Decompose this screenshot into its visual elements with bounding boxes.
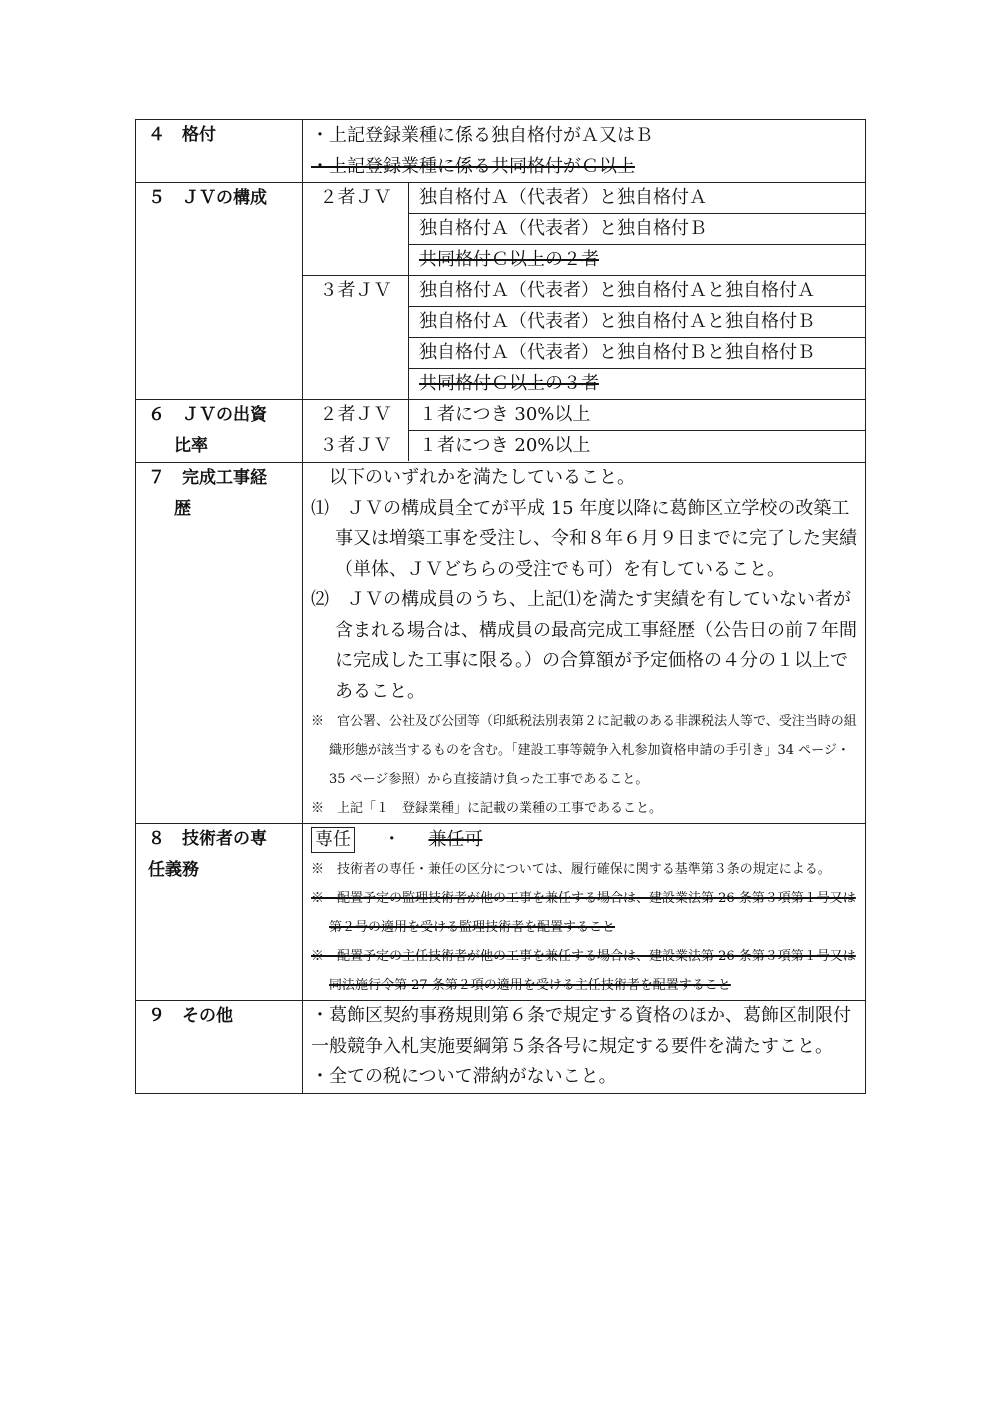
jv-option-struck: 共同格付Ｃ以上の３者 bbox=[419, 373, 599, 394]
qualification-table bbox=[135, 119, 866, 1094]
jv-composition-table bbox=[303, 183, 865, 399]
history-note-2: ※ 上記「１ 登録業種」に記載の業種の工事であること。 bbox=[311, 801, 663, 816]
label-text: 歴 bbox=[174, 499, 191, 519]
row-jv-investment bbox=[136, 400, 866, 463]
row-other bbox=[136, 1001, 866, 1094]
label-text: ６ ＪＶの出資 bbox=[148, 405, 267, 425]
other-line-1: ・葛飾区契約事務規則第６条で規定する資格のほか、葛飾区制限付一般競争入札実施要綱第５条各号に規定する要件を満たすこと。 bbox=[311, 1005, 851, 1057]
rating-line-struck: ・上記登録業種に係る共同格付がＣ以上 bbox=[311, 156, 635, 177]
jv-type: ２者ＪＶ bbox=[303, 183, 409, 276]
row-content bbox=[303, 120, 866, 183]
history-intro: 以下のいずれかを満たしていること。 bbox=[329, 467, 635, 488]
row-content bbox=[303, 1001, 866, 1094]
row-label bbox=[136, 824, 303, 1001]
jv-option: 独自格付Ａ（代表者）と独自格付Ｂと独自格付Ｂ bbox=[409, 338, 866, 369]
row-label bbox=[136, 463, 303, 824]
row-content bbox=[303, 183, 866, 400]
row-label bbox=[136, 400, 303, 463]
label-text: ８ 技術者の専 bbox=[148, 829, 267, 849]
rating-line: ・上記登録業種に係る独自格付がＡ又はＢ bbox=[311, 125, 653, 146]
row-engineer-duty bbox=[136, 824, 866, 1001]
label-text: 任義務 bbox=[148, 860, 199, 880]
history-item-2: ⑵ ＪＶの構成員のうち、上記⑴を満たす実績を有していない者が含まれる場合は、構成員の最高完成工事経歴（公告日の前７年間に完成した工事に限る。）の合算額が予定価格の４分の１以上であること。 bbox=[311, 589, 857, 702]
label-text: ５ ＪＶの構成 bbox=[148, 188, 267, 208]
other-line-2: ・全ての税について滞納がないこと。 bbox=[311, 1066, 617, 1087]
row-content bbox=[303, 824, 866, 1001]
history-item-1: ⑴ ＪＶの構成員全てが平成 15 年度以降に葛飾区立学校の改築工事又は増築工事を受注し、令和８年６月９日までに完了した実績（単体、ＪＶどちらの受注でも可）を有していること。 bbox=[311, 497, 857, 580]
jv-type: ２者ＪＶ bbox=[303, 400, 409, 431]
dedicated-option-selected: 専任 bbox=[311, 827, 355, 853]
jv-option: 独自格付Ａ（代表者）と独自格付Ａ bbox=[409, 183, 866, 214]
jv-investment-table bbox=[303, 400, 865, 461]
row-label bbox=[136, 1001, 303, 1094]
jv-option-struck: 共同格付Ｃ以上の２者 bbox=[409, 245, 866, 276]
jv-option: 独自格付Ａ（代表者）と独自格付Ａと独自格付Ｂ bbox=[409, 307, 866, 338]
concurrent-option-struck: 兼任可 bbox=[428, 829, 483, 850]
jv-option: 独自格付Ａ（代表者）と独自格付Ａと独自格付Ａ bbox=[409, 276, 866, 307]
row-label bbox=[136, 120, 303, 183]
row-construction-history bbox=[136, 463, 866, 824]
jv-type: ３者ＪＶ bbox=[303, 431, 409, 462]
row-rating bbox=[136, 120, 866, 183]
label-text: ９ その他 bbox=[148, 1006, 233, 1026]
duty-options bbox=[311, 824, 859, 855]
row-content bbox=[303, 463, 866, 824]
jv-option: 独自格付Ａ（代表者）と独自格付Ｂ bbox=[409, 214, 866, 245]
option-separator: ・ bbox=[382, 829, 401, 850]
history-note-1: ※ 官公署、公社及び公団等（印紙税法別表第２に記載のある非課税法人等で、受注当時の組織形態が該当するものを含む。「建設工事等競争入札参加資格申請の手引き」34 ページ・35 ページ参照）から直接請け負った工事であること。 bbox=[311, 714, 857, 787]
label-text: 比率 bbox=[174, 436, 208, 456]
row-jv-composition bbox=[136, 183, 866, 400]
investment-ratio: １者につき 20%以上 bbox=[419, 435, 591, 456]
row-label bbox=[136, 183, 303, 400]
duty-note-2-struck: ※ 配置予定の監理技術者が他の工事を兼任する場合は、建設業法第 26 条第３項第１号又は第２号の適用を受ける監理技術者を配置すること bbox=[311, 891, 856, 935]
label-text: ７ 完成工事経 bbox=[148, 468, 267, 488]
jv-type: ３者ＪＶ bbox=[303, 276, 409, 400]
row-content bbox=[303, 400, 866, 463]
investment-ratio: １者につき 30%以上 bbox=[409, 400, 866, 431]
duty-note-1: ※ 技術者の専任・兼任の区分については、履行確保に関する基準第３条の規定による。 bbox=[311, 862, 831, 877]
label-text: ４ 格付 bbox=[148, 125, 216, 145]
duty-note-3-struck: ※ 配置予定の主任技術者が他の工事を兼任する場合は、建設業法第 26 条第３項第１号又は同法施行令第 27 条第２項の適用を受ける主任技術者を配置すること bbox=[311, 949, 856, 993]
